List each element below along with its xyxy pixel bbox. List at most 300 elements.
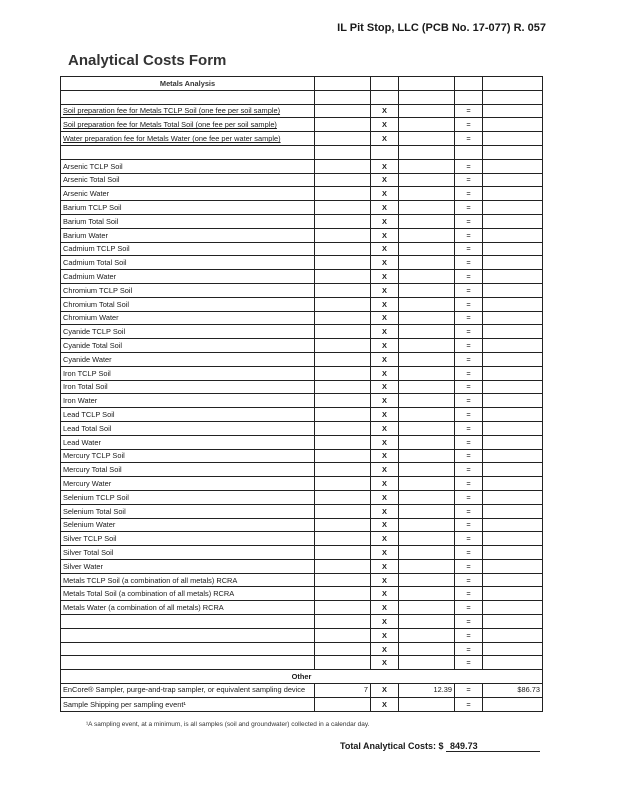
times-symbol: X	[371, 283, 399, 297]
line-total-cell[interactable]	[483, 477, 543, 491]
equals-symbol: =	[455, 118, 483, 132]
line-total-cell[interactable]	[483, 559, 543, 573]
quantity-cell[interactable]	[315, 325, 371, 339]
row-label	[61, 642, 315, 656]
times-symbol: X	[371, 297, 399, 311]
metal-analysis-row	[61, 352, 543, 366]
row-label: Barium Total Soil	[61, 214, 315, 228]
times-symbol: X	[371, 615, 399, 629]
metal-analysis-row	[61, 214, 543, 228]
unit-cost-cell[interactable]	[399, 642, 455, 656]
row-label: Cyanide Water	[61, 352, 315, 366]
times-symbol: X	[371, 477, 399, 491]
metal-analysis-row	[61, 615, 543, 629]
quantity-cell[interactable]	[315, 104, 371, 118]
row-label: Barium Water	[61, 228, 315, 242]
unit-cost-cell[interactable]	[399, 463, 455, 477]
times-symbol: X	[371, 380, 399, 394]
quantity-cell[interactable]	[315, 449, 371, 463]
unit-cost-cell[interactable]	[399, 449, 455, 463]
equals-symbol: =	[455, 656, 483, 670]
equals-symbol: =	[455, 380, 483, 394]
equals-symbol: =	[455, 104, 483, 118]
row-label: Cadmium Total Soil	[61, 256, 315, 270]
line-total-cell[interactable]	[483, 421, 543, 435]
metal-analysis-row	[61, 394, 543, 408]
line-total-cell[interactable]	[483, 187, 543, 201]
times-symbol: X	[371, 546, 399, 560]
row-label: Iron Water	[61, 394, 315, 408]
times-symbol: X	[371, 187, 399, 201]
line-total-cell[interactable]	[483, 283, 543, 297]
unit-cost-cell[interactable]	[399, 628, 455, 642]
quantity-cell[interactable]	[315, 642, 371, 656]
equals-symbol: =	[455, 504, 483, 518]
form-title: Analytical Costs Form	[68, 52, 227, 69]
metal-analysis-row	[61, 532, 543, 546]
row-label: Cyanide TCLP Soil	[61, 325, 315, 339]
times-symbol: X	[371, 587, 399, 601]
metal-analysis-row	[61, 187, 543, 201]
unit-cost-cell[interactable]	[399, 394, 455, 408]
row-label: Chromium TCLP Soil	[61, 283, 315, 297]
quantity-cell[interactable]	[315, 559, 371, 573]
metal-analysis-row	[61, 201, 543, 215]
times-symbol: X	[371, 256, 399, 270]
total-value[interactable]: 849.73	[446, 741, 540, 752]
line-total-cell[interactable]	[483, 173, 543, 187]
line-total-cell[interactable]	[483, 697, 543, 711]
row-label: Silver Water	[61, 559, 315, 573]
unit-cost-cell[interactable]	[399, 173, 455, 187]
equals-symbol: =	[455, 587, 483, 601]
line-total-cell[interactable]	[483, 325, 543, 339]
unit-cost-cell[interactable]	[399, 214, 455, 228]
times-symbol: X	[371, 421, 399, 435]
metal-analysis-row	[61, 421, 543, 435]
quantity-cell[interactable]	[315, 283, 371, 297]
unit-cost-cell[interactable]	[399, 421, 455, 435]
line-total-cell[interactable]	[483, 656, 543, 670]
row-label: Soil preparation fee for Metals TCLP Soil (one fee per soil sample)	[61, 104, 315, 118]
times-symbol: X	[371, 504, 399, 518]
quantity-cell[interactable]: 7	[315, 684, 371, 698]
times-symbol: X	[371, 449, 399, 463]
times-symbol: X	[371, 214, 399, 228]
unit-cost-cell[interactable]	[399, 546, 455, 560]
row-label: Selenium TCLP Soil	[61, 490, 315, 504]
row-label: Mercury Water	[61, 477, 315, 491]
times-symbol: X	[371, 159, 399, 173]
line-total-cell[interactable]	[483, 132, 543, 146]
times-symbol: X	[371, 573, 399, 587]
row-label	[61, 615, 315, 629]
metal-analysis-row	[61, 546, 543, 560]
line-total-cell[interactable]	[483, 256, 543, 270]
metal-analysis-row	[61, 173, 543, 187]
row-label: Lead Total Soil	[61, 421, 315, 435]
quantity-cell[interactable]	[315, 463, 371, 477]
unit-cost-cell[interactable]	[399, 615, 455, 629]
line-total-cell[interactable]	[483, 214, 543, 228]
unit-cost-cell[interactable]	[399, 380, 455, 394]
metal-analysis-row	[61, 504, 543, 518]
line-total-cell[interactable]	[483, 352, 543, 366]
equals-symbol: =	[455, 559, 483, 573]
quantity-cell[interactable]	[315, 490, 371, 504]
metal-analysis-row	[61, 339, 543, 353]
times-symbol: X	[371, 242, 399, 256]
line-total-cell[interactable]	[483, 504, 543, 518]
line-total-cell[interactable]	[483, 628, 543, 642]
prep-fee-row	[61, 118, 543, 132]
quantity-cell[interactable]	[315, 435, 371, 449]
quantity-cell[interactable]	[315, 394, 371, 408]
equals-symbol: =	[455, 449, 483, 463]
other-section-header	[61, 670, 543, 684]
line-total-cell[interactable]	[483, 394, 543, 408]
metal-analysis-row	[61, 463, 543, 477]
quantity-cell[interactable]	[315, 697, 371, 711]
unit-cost-cell[interactable]	[399, 228, 455, 242]
equals-symbol: =	[455, 297, 483, 311]
line-total-cell[interactable]	[483, 311, 543, 325]
unit-cost-cell[interactable]	[399, 490, 455, 504]
unit-cost-cell[interactable]	[399, 311, 455, 325]
line-total-cell[interactable]	[483, 546, 543, 560]
unit-cost-cell[interactable]	[399, 132, 455, 146]
quantity-cell[interactable]	[315, 380, 371, 394]
metal-analysis-row	[61, 628, 543, 642]
equals-symbol: =	[455, 325, 483, 339]
row-label: Lead TCLP Soil	[61, 408, 315, 422]
unit-cost-cell[interactable]	[399, 325, 455, 339]
unit-cost-cell[interactable]	[399, 435, 455, 449]
equals-symbol: =	[455, 532, 483, 546]
unit-cost-cell[interactable]	[399, 601, 455, 615]
row-label: Iron Total Soil	[61, 380, 315, 394]
equals-symbol: =	[455, 697, 483, 711]
unit-cost-cell[interactable]	[399, 656, 455, 670]
quantity-cell[interactable]	[315, 214, 371, 228]
metal-analysis-row	[61, 642, 543, 656]
unit-cost-cell[interactable]	[399, 587, 455, 601]
times-symbol: X	[371, 201, 399, 215]
metal-analysis-row	[61, 408, 543, 422]
row-label	[61, 656, 315, 670]
metal-analysis-row	[61, 477, 543, 491]
unit-cost-cell[interactable]	[399, 270, 455, 284]
line-total-cell[interactable]	[483, 118, 543, 132]
metal-analysis-row	[61, 270, 543, 284]
line-total-cell[interactable]	[483, 380, 543, 394]
quantity-cell[interactable]	[315, 366, 371, 380]
quantity-cell[interactable]	[315, 118, 371, 132]
times-symbol: X	[371, 532, 399, 546]
line-total-cell[interactable]	[483, 297, 543, 311]
row-label: Selenium Total Soil	[61, 504, 315, 518]
unit-cost-cell[interactable]: 12.39	[399, 684, 455, 698]
equals-symbol: =	[455, 366, 483, 380]
quantity-cell[interactable]	[315, 297, 371, 311]
spacer-row	[61, 90, 543, 104]
row-label: Barium TCLP Soil	[61, 201, 315, 215]
times-symbol: X	[371, 559, 399, 573]
quantity-cell[interactable]	[315, 339, 371, 353]
row-label: Selenium Water	[61, 518, 315, 532]
equals-symbol: =	[455, 573, 483, 587]
equals-symbol: =	[455, 518, 483, 532]
spacer-row	[61, 145, 543, 159]
quantity-cell[interactable]	[315, 546, 371, 560]
metal-analysis-row	[61, 311, 543, 325]
equals-symbol: =	[455, 463, 483, 477]
times-symbol: X	[371, 325, 399, 339]
row-label: Metals TCLP Soil (a combination of all metals) RCRA	[61, 573, 315, 587]
line-total-cell[interactable]	[483, 573, 543, 587]
row-label: Chromium Water	[61, 311, 315, 325]
line-total-cell[interactable]	[483, 270, 543, 284]
quantity-cell[interactable]	[315, 615, 371, 629]
row-label: Arsenic TCLP Soil	[61, 159, 315, 173]
total-label: Total Analytical Costs: $	[340, 741, 444, 751]
row-label: Mercury TCLP Soil	[61, 449, 315, 463]
quantity-cell[interactable]	[315, 601, 371, 615]
times-symbol: X	[371, 656, 399, 670]
equals-symbol: =	[455, 201, 483, 215]
line-total-cell[interactable]	[483, 463, 543, 477]
equals-symbol: =	[455, 490, 483, 504]
equals-symbol: =	[455, 214, 483, 228]
quantity-cell[interactable]	[315, 408, 371, 422]
line-total-cell[interactable]	[483, 490, 543, 504]
row-label: Cadmium TCLP Soil	[61, 242, 315, 256]
other-cost-row	[61, 684, 543, 698]
equals-symbol: =	[455, 408, 483, 422]
unit-cost-cell[interactable]	[399, 408, 455, 422]
times-symbol: X	[371, 132, 399, 146]
times-symbol: X	[371, 394, 399, 408]
row-label: Cyanide Total Soil	[61, 339, 315, 353]
unit-cost-cell[interactable]	[399, 352, 455, 366]
quantity-cell[interactable]	[315, 518, 371, 532]
metal-analysis-row	[61, 159, 543, 173]
row-label: Metals Total Soil (a combination of all metals) RCRA	[61, 587, 315, 601]
line-total-cell[interactable]	[483, 228, 543, 242]
equals-symbol: =	[455, 339, 483, 353]
line-total-cell[interactable]	[483, 104, 543, 118]
equals-symbol: =	[455, 615, 483, 629]
quantity-cell[interactable]	[315, 256, 371, 270]
equals-symbol: =	[455, 270, 483, 284]
metal-analysis-row	[61, 587, 543, 601]
row-label: Water preparation fee for Metals Water (one fee per water sample)	[61, 132, 315, 146]
times-symbol: X	[371, 518, 399, 532]
line-total-cell[interactable]	[483, 201, 543, 215]
metal-analysis-row	[61, 242, 543, 256]
equals-symbol: =	[455, 132, 483, 146]
unit-cost-cell[interactable]	[399, 559, 455, 573]
metal-analysis-row	[61, 559, 543, 573]
unit-cost-cell[interactable]	[399, 187, 455, 201]
unit-cost-cell[interactable]	[399, 297, 455, 311]
times-symbol: X	[371, 339, 399, 353]
times-symbol: X	[371, 366, 399, 380]
unit-cost-cell[interactable]	[399, 504, 455, 518]
prep-fee-row	[61, 132, 543, 146]
line-total-cell[interactable]	[483, 587, 543, 601]
row-label: Arsenic Total Soil	[61, 173, 315, 187]
equals-symbol: =	[455, 684, 483, 698]
quantity-cell[interactable]	[315, 628, 371, 642]
metal-analysis-row	[61, 366, 543, 380]
row-label: Sample Shipping per sampling event¹	[61, 697, 315, 711]
row-label: Soil preparation fee for Metals Total Soil (one fee per soil sample)	[61, 118, 315, 132]
unit-cost-cell[interactable]	[399, 518, 455, 532]
unit-cost-cell[interactable]	[399, 477, 455, 491]
analytical-costs-sheet	[60, 76, 542, 712]
quantity-cell[interactable]	[315, 173, 371, 187]
line-total-cell[interactable]: $86.73	[483, 684, 543, 698]
equals-symbol: =	[455, 628, 483, 642]
metals-section-title: Metals Analysis	[61, 77, 315, 91]
metal-analysis-row	[61, 380, 543, 394]
quantity-cell[interactable]	[315, 421, 371, 435]
times-symbol: X	[371, 118, 399, 132]
line-total-cell[interactable]	[483, 518, 543, 532]
unit-cost-cell[interactable]	[399, 697, 455, 711]
line-total-cell[interactable]	[483, 532, 543, 546]
metal-analysis-row	[61, 573, 543, 587]
equals-symbol: =	[455, 352, 483, 366]
quantity-cell[interactable]	[315, 201, 371, 215]
row-label: Silver TCLP Soil	[61, 532, 315, 546]
row-label: Arsenic Water	[61, 187, 315, 201]
times-symbol: X	[371, 352, 399, 366]
times-symbol: X	[371, 490, 399, 504]
equals-symbol: =	[455, 311, 483, 325]
equals-symbol: =	[455, 601, 483, 615]
times-symbol: X	[371, 435, 399, 449]
unit-cost-cell[interactable]	[399, 118, 455, 132]
quantity-cell[interactable]	[315, 656, 371, 670]
quantity-cell[interactable]	[315, 311, 371, 325]
metals-section-header	[61, 77, 543, 91]
footnote: ¹A sampling event, at a minimum, is all samples (soil and groundwater) collected in a calendar day.	[86, 721, 370, 728]
times-symbol: X	[371, 601, 399, 615]
quantity-cell[interactable]	[315, 352, 371, 366]
unit-cost-cell[interactable]	[399, 532, 455, 546]
times-symbol: X	[371, 173, 399, 187]
line-total-cell[interactable]	[483, 339, 543, 353]
document-reference: IL Pit Stop, LLC (PCB No. 17-077) R. 057	[337, 22, 546, 34]
equals-symbol: =	[455, 173, 483, 187]
unit-cost-cell[interactable]	[399, 242, 455, 256]
unit-cost-cell[interactable]	[399, 283, 455, 297]
unit-cost-cell[interactable]	[399, 159, 455, 173]
quantity-cell[interactable]	[315, 228, 371, 242]
times-symbol: X	[371, 697, 399, 711]
quantity-cell[interactable]	[315, 477, 371, 491]
row-label: Mercury Total Soil	[61, 463, 315, 477]
line-total-cell[interactable]	[483, 615, 543, 629]
line-total-cell[interactable]	[483, 449, 543, 463]
equals-symbol: =	[455, 283, 483, 297]
metal-analysis-row	[61, 228, 543, 242]
metal-analysis-row	[61, 601, 543, 615]
equals-symbol: =	[455, 435, 483, 449]
quantity-cell[interactable]	[315, 587, 371, 601]
other-section-title: Other	[61, 670, 543, 684]
equals-symbol: =	[455, 477, 483, 491]
row-label	[61, 628, 315, 642]
row-label: Cadmium Water	[61, 270, 315, 284]
line-total-cell[interactable]	[483, 408, 543, 422]
line-total-cell[interactable]	[483, 366, 543, 380]
metal-analysis-row	[61, 656, 543, 670]
metal-analysis-row	[61, 490, 543, 504]
quantity-cell[interactable]	[315, 573, 371, 587]
line-total-cell[interactable]	[483, 601, 543, 615]
equals-symbol: =	[455, 159, 483, 173]
unit-cost-cell[interactable]	[399, 104, 455, 118]
line-total-cell[interactable]	[483, 435, 543, 449]
row-label: Silver Total Soil	[61, 546, 315, 560]
line-total-cell[interactable]	[483, 159, 543, 173]
unit-cost-cell[interactable]	[399, 573, 455, 587]
quantity-cell[interactable]	[315, 532, 371, 546]
metal-analysis-row	[61, 449, 543, 463]
equals-symbol: =	[455, 228, 483, 242]
row-label: Chromium Total Soil	[61, 297, 315, 311]
equals-symbol: =	[455, 421, 483, 435]
times-symbol: X	[371, 270, 399, 284]
quantity-cell[interactable]	[315, 270, 371, 284]
times-symbol: X	[371, 104, 399, 118]
prep-fee-row	[61, 104, 543, 118]
metal-analysis-row	[61, 518, 543, 532]
unit-cost-cell[interactable]	[399, 339, 455, 353]
times-symbol: X	[371, 684, 399, 698]
equals-symbol: =	[455, 394, 483, 408]
quantity-cell[interactable]	[315, 504, 371, 518]
equals-symbol: =	[455, 242, 483, 256]
times-symbol: X	[371, 228, 399, 242]
row-label: EnCore® Sampler, purge-and-trap sampler, or equivalent sampling device	[61, 684, 315, 698]
row-label: Lead Water	[61, 435, 315, 449]
times-symbol: X	[371, 642, 399, 656]
unit-cost-cell[interactable]	[399, 366, 455, 380]
quantity-cell[interactable]	[315, 132, 371, 146]
metal-analysis-row	[61, 297, 543, 311]
unit-cost-cell[interactable]	[399, 201, 455, 215]
equals-symbol: =	[455, 187, 483, 201]
total-analytical-costs	[340, 741, 540, 752]
equals-symbol: =	[455, 546, 483, 560]
quantity-cell[interactable]	[315, 242, 371, 256]
metal-analysis-row	[61, 283, 543, 297]
times-symbol: X	[371, 408, 399, 422]
row-label: Iron TCLP Soil	[61, 366, 315, 380]
quantity-cell[interactable]	[315, 187, 371, 201]
unit-cost-cell[interactable]	[399, 256, 455, 270]
line-total-cell[interactable]	[483, 242, 543, 256]
quantity-cell[interactable]	[315, 159, 371, 173]
other-cost-row	[61, 697, 543, 711]
metal-analysis-row	[61, 435, 543, 449]
row-label: Metals Water (a combination of all metals) RCRA	[61, 601, 315, 615]
line-total-cell[interactable]	[483, 642, 543, 656]
